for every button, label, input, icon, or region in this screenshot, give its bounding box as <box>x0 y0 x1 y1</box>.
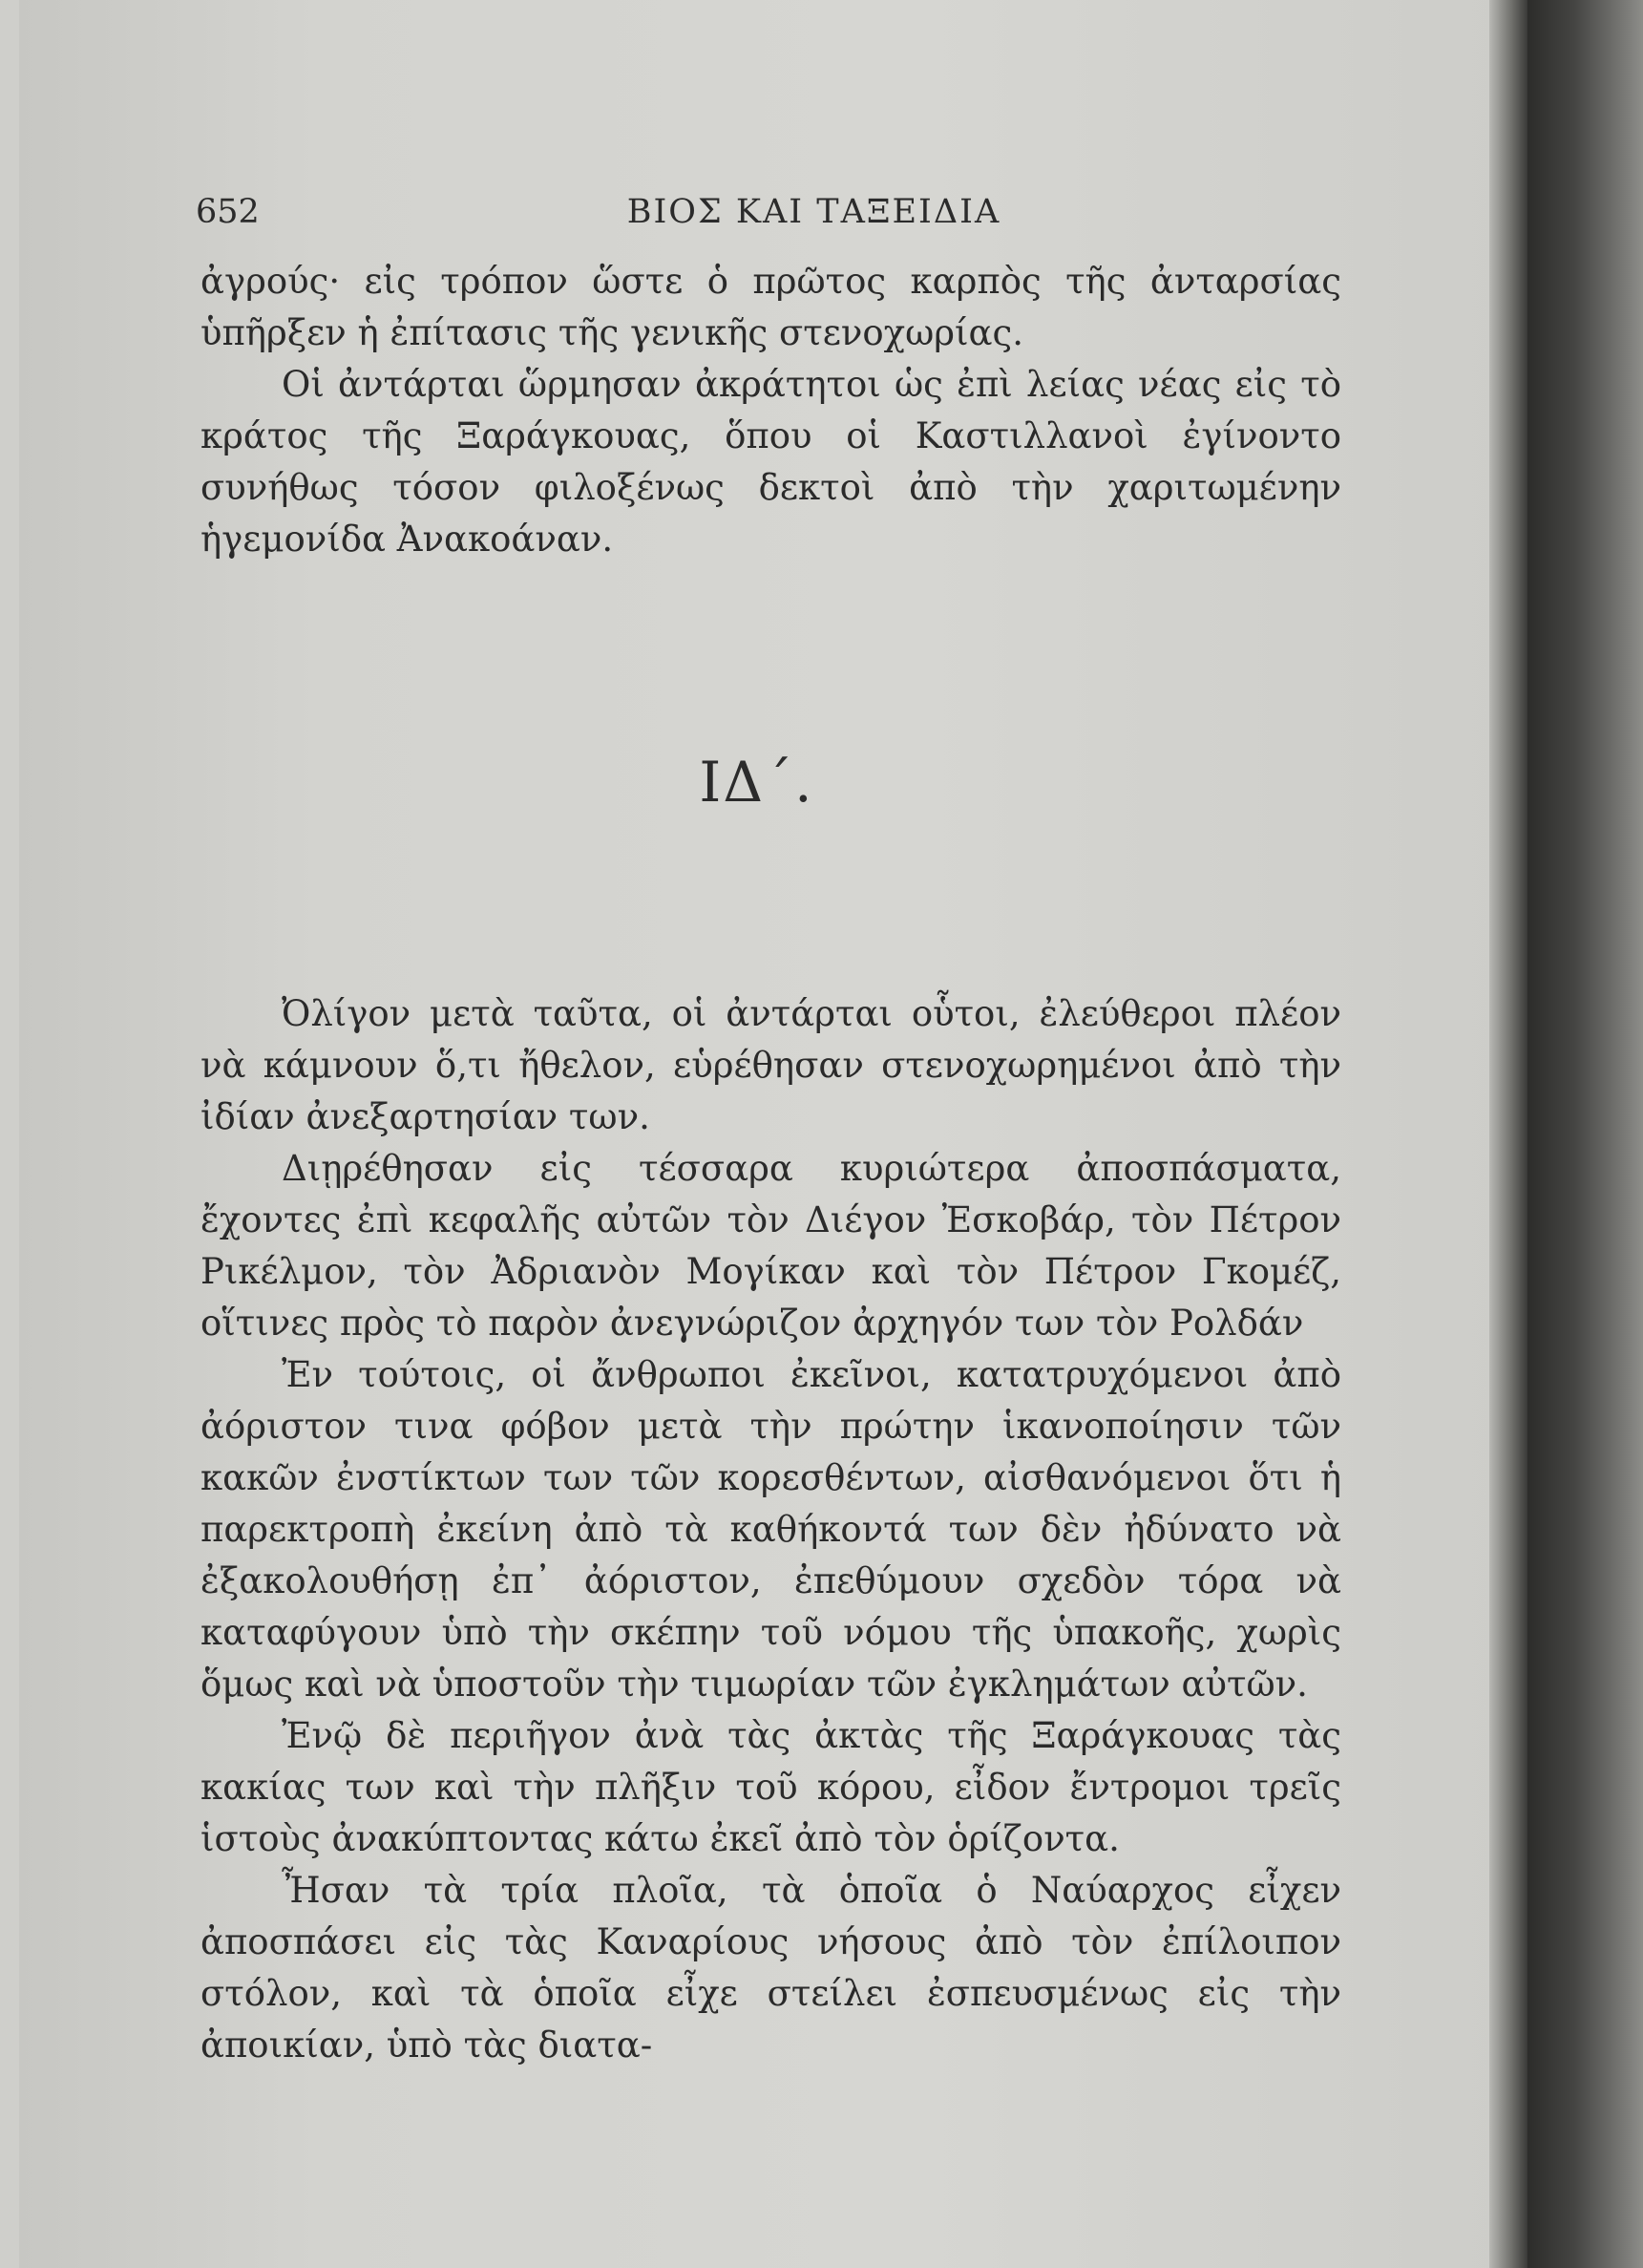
paragraph: Διῃρέθησαν εἰς τέσσαρα κυριώτερα ἀποσπάσματα, ἔχοντες ἐπὶ κεφαλῆς αὐτῶν τὸν Διέγον Ἐσκοβάρ, τὸν Πέτρον Ρικέλμον, τὸν Ἀδριανὸν Μογίκαν καὶ τὸν Πέτρον Γκομέζ, οἵτινες πρὸς τὸ παρὸν ἀνεγνώριζον ἀρχηγόν των τὸν Ρολδάν <box>200 1148 1341 1344</box>
paragraph: Ἐν τούτοις, οἱ ἄνθρωποι ἐκεῖνοι, κατατρυχόμενοι ἀπὸ ἀόριστον τινα φόβον μετὰ τὴν πρώτην ἱκανοποίησιν τῶν κακῶν ἐνστίκτων των τῶν κορεσθέντων, αἰσθανόμενοι ὅτι ἡ παρεκτροπὴ ἐκείνη ἀπὸ τὰ καθήκοντά των δὲν ἠδύνατο νὰ ἐξακολουθήσῃ ἐπ᾽ ἀόριστον, ἐπεθύμουν σχεδὸν τόρα νὰ καταφύγουν ὑπὸ τὴν σκέπην τοῦ νόμου τῆς ὑπακοῆς, χωρὶς ὅμως καὶ νὰ ὑποστοῦν τὴν τιμωρίαν τῶν ἐγκλημάτων αὐτῶν. <box>200 1354 1341 1705</box>
chapter-heading: ΙΔ΄. <box>699 750 814 815</box>
paragraph: ἀγρούς· εἰς τρόπον ὥστε ὁ πρῶτος καρπὸς τῆς ἀνταρσίας ὑπῆρξεν ἡ ἐπίτασις τῆς γενικῆς στενοχωρίας. <box>200 261 1341 353</box>
page-gutter-shadow <box>1489 0 1527 2268</box>
paragraph: Ἐνῷ δὲ περιῆγον ἀνὰ τὰς ἀκτὰς τῆς Ξαράγκουας τὰς κακίας των καὶ τὴν πλῆξιν τοῦ κόρου, εἶδον ἔντρομοι τρεῖς ἱστοὺς ἀνακύπτοντας κάτω ἐκεῖ ἀπὸ τὸν ὁρίζοντα. <box>200 1715 1341 1859</box>
page-header <box>196 183 1337 241</box>
book-spine <box>1527 0 1643 2268</box>
text-block-top <box>200 256 1341 565</box>
paragraph: Ἦσαν τὰ τρία πλοῖα, τὰ ὁποῖα ὁ Ναύαρχος εἶχεν ἀποσπάσει εἰς τὰς Καναρίους νήσους ἀπὸ τὸν ἐπίλοιπον στόλον, καὶ τὰ ὁποῖα εἶχε στείλει ἐσπευσμένως εἰς τὴν ἀποικίαν, ὑπὸ τὰς διατα- <box>200 1870 1341 2066</box>
paragraph: Ὀλίγον μετὰ ταῦτα, οἱ ἀντάρται οὗτοι, ἐλεύθεροι πλέον νὰ κάμνουν ὅ,τι ἤθελον, εὑρέθησαν στενοχωρημένοι ἀπὸ τὴν ἰδίαν ἀνεξαρτησίαν των. <box>200 993 1341 1137</box>
paragraph: Οἱ ἀντάρται ὥρμησαν ἀκράτητοι ὡς ἐπὶ λείας νέας εἰς τὸ κράτος τῆς Ξαράγκουας, ὅπου οἱ Καστιλλανοὶ ἐγίνοντο συνήθως τόσον φιλοξένως δεκτοὶ ἀπὸ τὴν χαριτωμένην ἡγεμονίδα Ἀνακοάναν. <box>200 364 1341 560</box>
page-number: 652 <box>196 193 260 231</box>
text-block-main <box>200 988 1341 2071</box>
running-title: ΒΙΟΣ ΚΑΙ ΤΑΞΕΙΔΙΑ <box>626 193 1001 231</box>
